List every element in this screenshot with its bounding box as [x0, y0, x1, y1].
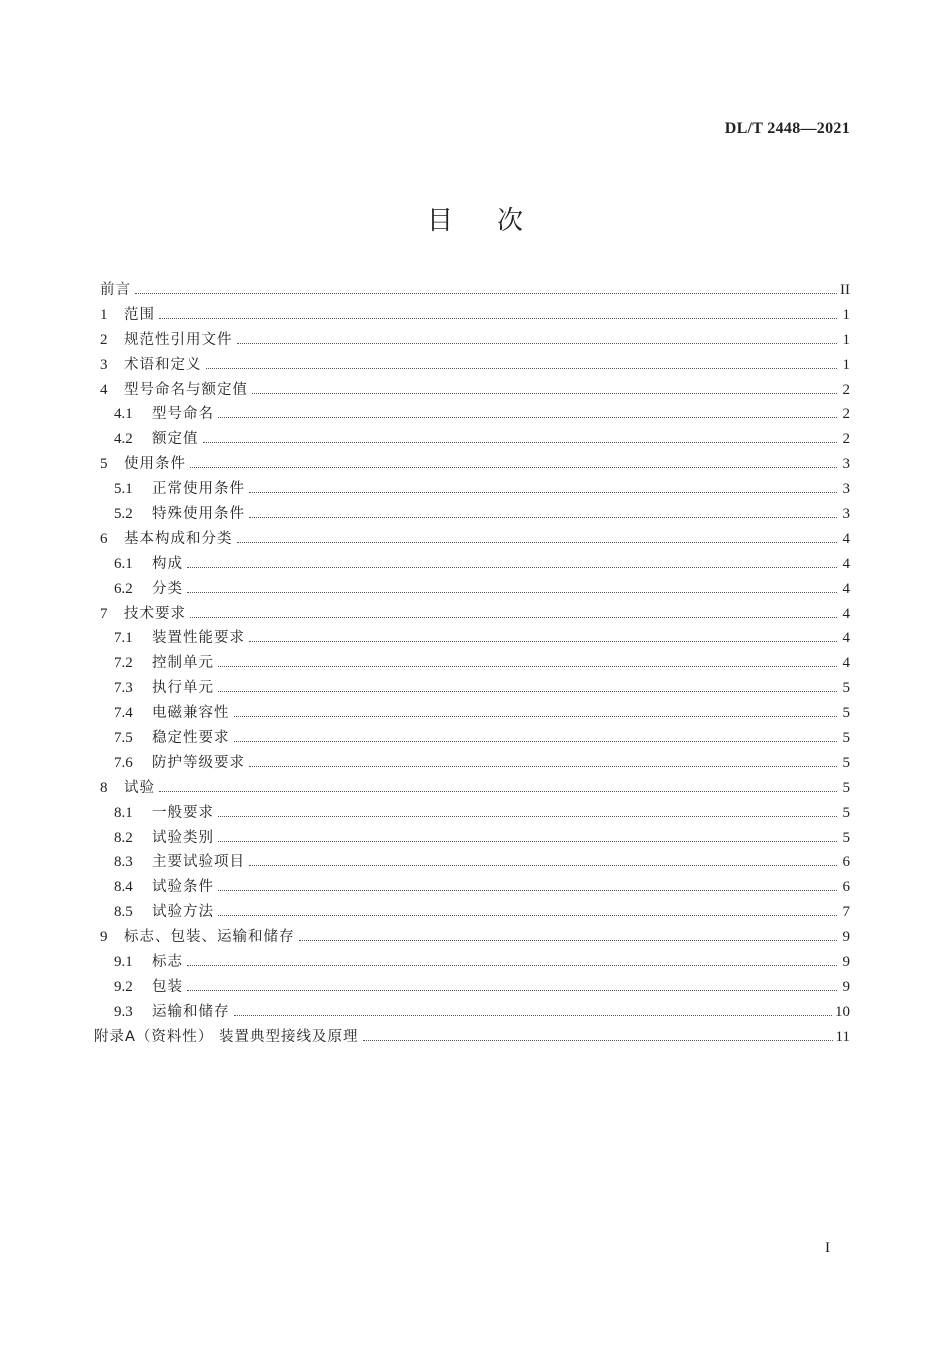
toc-entry-number: 8.4 [114, 879, 133, 896]
toc-title-char-2: 次 [497, 206, 524, 236]
toc-entry-page: II [840, 282, 850, 298]
toc-entry-label: 型号命名 [152, 406, 214, 423]
toc-title-char-1: 目 [426, 206, 453, 236]
toc-entry-label: 装置性能要求 [152, 630, 245, 647]
toc-entry-label: 术语和定义 [124, 356, 202, 373]
toc-entry-number: 9 [100, 929, 108, 946]
toc-entry-label: 标志、包装、运输和储存 [124, 929, 295, 946]
toc-entry-page: 3 [842, 456, 850, 473]
toc-entry-label: 执行单元 [152, 680, 214, 697]
toc-entry[interactable] [100, 751, 850, 776]
toc-dot-leader [249, 641, 837, 642]
toc-dot-leader [159, 791, 837, 792]
toc-entry[interactable] [100, 925, 850, 950]
toc-entry[interactable] [100, 1000, 850, 1025]
toc-entry-label: 特殊使用条件 [152, 506, 245, 523]
toc-entry-label: 额定值 [152, 431, 199, 448]
toc-dot-leader [190, 617, 837, 618]
toc-entry-label: 电磁兼容性 [152, 705, 230, 722]
toc-entry-page: 2 [842, 406, 850, 423]
toc-entry-label: 试验 [124, 779, 155, 796]
toc-dot-leader [237, 343, 838, 344]
toc-entry-page: 5 [842, 779, 850, 796]
toc-dot-leader [218, 841, 837, 842]
toc-entry[interactable] [100, 701, 850, 726]
toc-entry-page: 5 [842, 754, 850, 771]
toc-dot-leader [249, 766, 837, 767]
toc-entry-page: 1 [842, 331, 850, 348]
toc-entry-number: 4.1 [114, 406, 133, 423]
toc-entry-label: 试验方法 [152, 904, 214, 921]
toc-entry-number: 9.1 [114, 954, 133, 971]
toc-entry[interactable] [100, 427, 850, 452]
toc-entry-number: 1 [100, 306, 108, 323]
toc-entry[interactable] [100, 577, 850, 602]
toc-entry-label: 附录A（资料性） 装置典型接线及原理 [94, 1028, 359, 1045]
toc-entry-label: 主要试验项目 [152, 854, 245, 871]
toc-entry[interactable] [100, 402, 850, 427]
toc-dot-leader [252, 393, 837, 394]
toc-entry-label: 正常使用条件 [152, 481, 245, 498]
toc-dot-leader [187, 592, 837, 593]
toc-entry[interactable] [100, 850, 850, 875]
toc-entry-label: 试验类别 [152, 829, 214, 846]
toc-dot-leader [203, 442, 838, 443]
toc-entry-page: 9 [842, 929, 850, 946]
toc-entry[interactable] [100, 900, 850, 925]
toc-entry-page: 2 [842, 381, 850, 398]
toc-dot-leader [218, 890, 837, 891]
toc-entry[interactable] [100, 676, 850, 701]
toc-entry-label: 防护等级要求 [152, 754, 245, 771]
toc-entry-number: 7.4 [114, 705, 133, 722]
toc-entry[interactable] [100, 353, 850, 378]
toc-entry-number: 8 [100, 779, 108, 796]
toc-entry-number: 7.3 [114, 680, 133, 697]
toc-entry-page: 3 [842, 481, 850, 498]
table-of-contents [94, 278, 850, 1050]
toc-entry[interactable] [100, 651, 850, 676]
toc-entry[interactable] [100, 875, 850, 900]
toc-entry-page: 1 [842, 356, 850, 373]
toc-dot-leader [234, 1015, 833, 1016]
toc-entry-number: 5.2 [114, 506, 133, 523]
toc-entry[interactable] [100, 552, 850, 577]
toc-entry-number: 7.1 [114, 630, 133, 647]
toc-entry-number: 8.3 [114, 854, 133, 871]
toc-entry[interactable] [100, 726, 850, 751]
toc-entry[interactable] [100, 378, 850, 403]
toc-entry-label: 包装 [152, 978, 183, 995]
toc-dot-leader [218, 417, 837, 418]
toc-dot-leader [187, 990, 837, 991]
toc-entry-page: 9 [842, 978, 850, 995]
toc-entry-page: 11 [835, 1028, 850, 1045]
toc-entry[interactable] [100, 477, 850, 502]
toc-entry-number: 8.1 [114, 804, 133, 821]
toc-dot-leader [234, 716, 838, 717]
toc-entry-number: 4.2 [114, 431, 133, 448]
toc-dot-leader [249, 865, 837, 866]
toc-dot-leader [218, 691, 837, 692]
toc-title [0, 200, 950, 237]
toc-entry-label: 构成 [152, 555, 183, 572]
toc-entry[interactable] [100, 328, 850, 353]
toc-entry-page: 5 [842, 680, 850, 697]
toc-entry-page: 4 [842, 530, 850, 547]
standard-code: DL/T 2448—2021 [724, 120, 850, 137]
toc-dot-leader [206, 368, 838, 369]
toc-dot-leader [237, 542, 838, 543]
toc-entry-number: 7.5 [114, 730, 133, 747]
toc-entry-number: 7.2 [114, 655, 133, 672]
toc-dot-leader [187, 965, 837, 966]
toc-entry-number: 5 [100, 456, 108, 473]
toc-entry-number: 4 [100, 381, 108, 398]
toc-entry-page: 6 [842, 879, 850, 896]
toc-entry-label: 运输和储存 [152, 1003, 230, 1020]
toc-entry-page: 5 [842, 730, 850, 747]
toc-entry[interactable] [100, 502, 850, 527]
toc-dot-leader [299, 940, 838, 941]
toc-entry[interactable] [100, 278, 850, 303]
toc-entry-label: 稳定性要求 [152, 730, 230, 747]
toc-entry-page: 6 [842, 854, 850, 871]
toc-entry-label: 标志 [152, 954, 183, 971]
toc-dot-leader [234, 741, 838, 742]
toc-entry[interactable] [100, 303, 850, 328]
toc-dot-leader [218, 816, 837, 817]
toc-entry-number: 2 [100, 331, 108, 348]
toc-entry-number: 7.6 [114, 754, 133, 771]
toc-entry-page: 5 [842, 705, 850, 722]
toc-entry-label: 技术要求 [124, 605, 186, 622]
toc-entry[interactable] [100, 602, 850, 627]
toc-entry-page: 3 [842, 506, 850, 523]
toc-entry-number: 8.2 [114, 829, 133, 846]
toc-dot-leader [363, 1040, 833, 1041]
toc-entry-page: 4 [842, 580, 850, 597]
toc-entry-page: 7 [842, 904, 850, 921]
toc-entry-number: 9.3 [114, 1003, 133, 1020]
toc-entry-page: 10 [835, 1003, 850, 1020]
toc-entry-label: 范围 [124, 306, 155, 323]
toc-dot-leader [218, 666, 837, 667]
toc-entry-number: 6.1 [114, 555, 133, 572]
toc-entry[interactable] [100, 776, 850, 801]
toc-entry-number: 7 [100, 605, 108, 622]
toc-entry-number: 5.1 [114, 481, 133, 498]
toc-entry[interactable] [100, 950, 850, 975]
toc-entry-label: 基本构成和分类 [124, 530, 233, 547]
toc-entry[interactable] [100, 452, 850, 477]
toc-entry-label: 分类 [152, 580, 183, 597]
toc-entry-page: 5 [842, 804, 850, 821]
toc-entry[interactable] [100, 801, 850, 826]
toc-entry[interactable] [100, 975, 850, 1000]
toc-entry-label: 型号命名与额定值 [124, 381, 248, 398]
page-number: I [825, 1240, 830, 1256]
toc-entry-page: 5 [842, 829, 850, 846]
toc-dot-leader [187, 567, 837, 568]
toc-entry-page: 1 [842, 306, 850, 323]
toc-dot-leader [190, 467, 837, 468]
toc-entry-page: 4 [842, 655, 850, 672]
toc-entry-page: 4 [842, 555, 850, 572]
toc-entry-label: 规范性引用文件 [124, 331, 233, 348]
toc-entry-number: 9.2 [114, 978, 133, 995]
toc-entry-page: 4 [842, 605, 850, 622]
toc-entry-page: 2 [842, 431, 850, 448]
toc-entry-number: 6 [100, 530, 108, 547]
toc-entry-label: 前言 [100, 282, 131, 298]
toc-dot-leader [249, 492, 837, 493]
toc-entry-page: 9 [842, 954, 850, 971]
toc-dot-leader [159, 318, 837, 319]
toc-entry-label: 一般要求 [152, 804, 214, 821]
toc-entry-page: 4 [842, 630, 850, 647]
toc-entry[interactable] [100, 527, 850, 552]
toc-entry-number: 3 [100, 356, 108, 373]
toc-dot-leader [135, 293, 837, 294]
toc-entry-label: 控制单元 [152, 655, 214, 672]
toc-entry-label: 试验条件 [152, 879, 214, 896]
toc-entry[interactable] [100, 626, 850, 651]
toc-entry-label: 使用条件 [124, 456, 186, 473]
toc-entry[interactable] [94, 1025, 850, 1050]
toc-entry-number: 8.5 [114, 904, 133, 921]
toc-entry-number: 6.2 [114, 580, 133, 597]
toc-dot-leader [249, 517, 837, 518]
toc-dot-leader [218, 915, 837, 916]
toc-entry[interactable] [100, 826, 850, 851]
